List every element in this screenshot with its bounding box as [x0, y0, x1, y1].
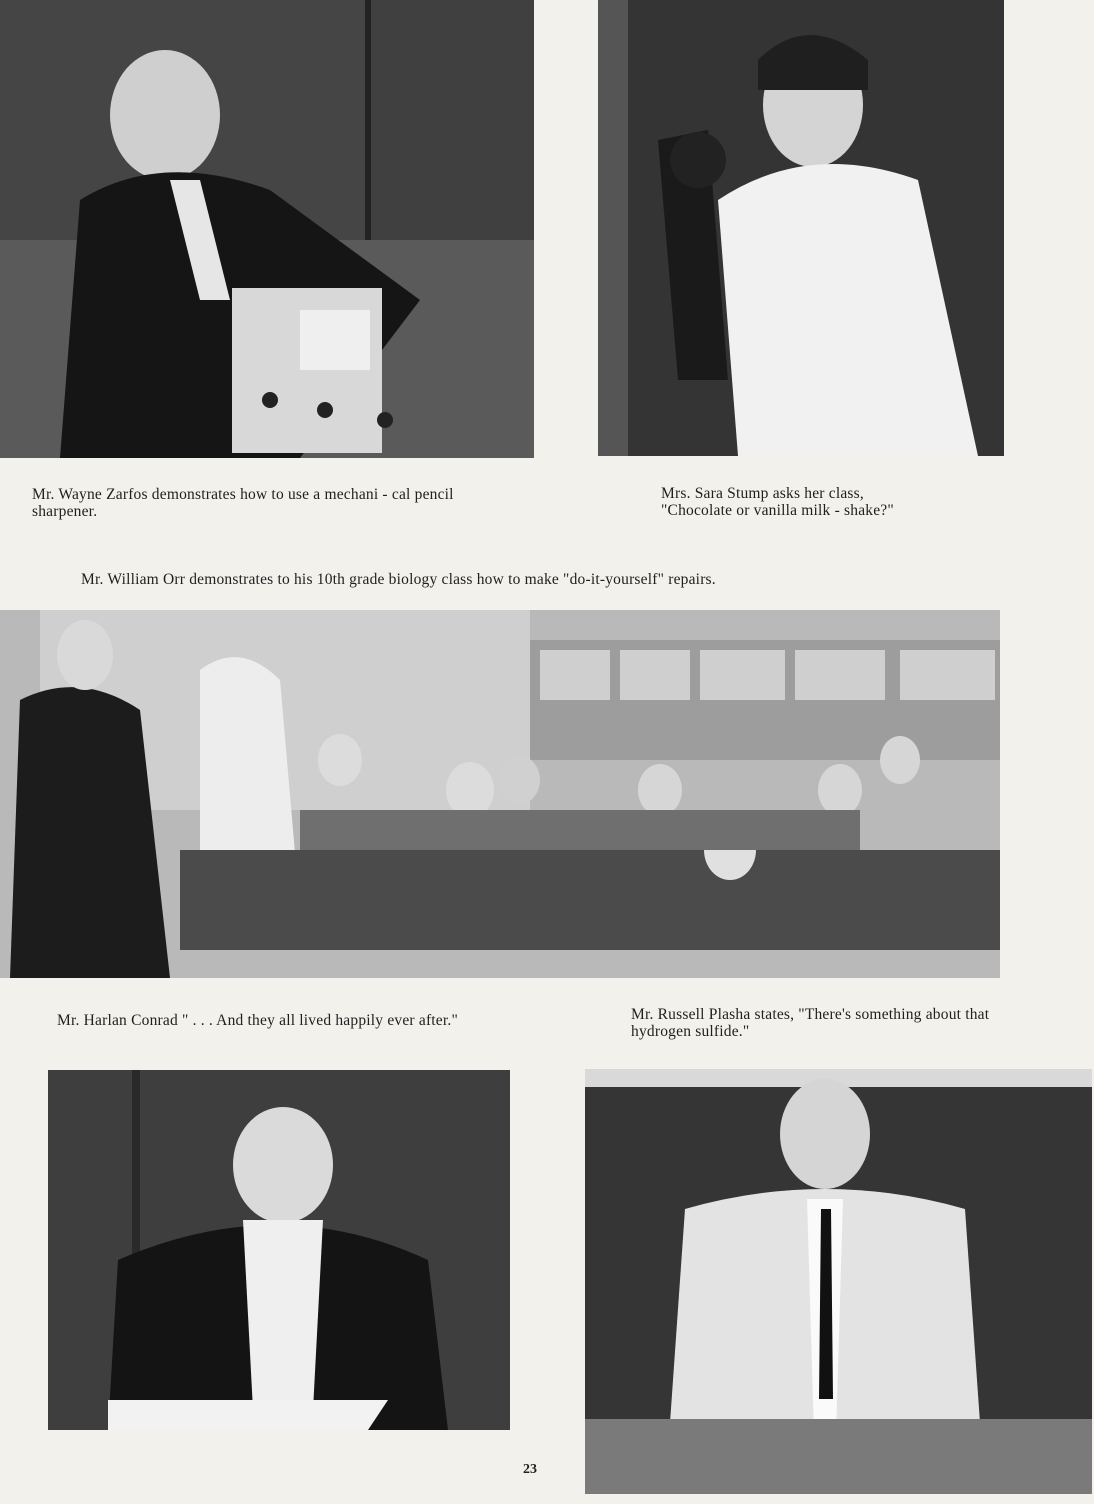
page-number: 23: [523, 1462, 537, 1477]
caption-conrad: Mr. Harlan Conrad " . . . And they all lived happily ever after.": [57, 1012, 458, 1029]
photo-orr-classroom: [0, 610, 1000, 978]
photo-conrad: [48, 1070, 510, 1430]
caption-orr: Mr. William Orr demonstrates to his 10th grade biology class how to make "do-it-yourself" repairs.: [81, 571, 716, 588]
photo-stump: [598, 0, 1004, 456]
photo-plasha: [585, 1069, 1092, 1494]
caption-stump: Mrs. Sara Stump asks her class, "Chocolate or vanilla milk - shake?": [661, 485, 894, 519]
caption-plasha: Mr. Russell Plasha states, "There's something about that hydrogen sulfide.": [631, 1006, 990, 1040]
photo-zarfos: [0, 0, 534, 458]
caption-zarfos: Mr. Wayne Zarfos demonstrates how to use a mechani - cal pencil sharpener.: [32, 486, 454, 520]
